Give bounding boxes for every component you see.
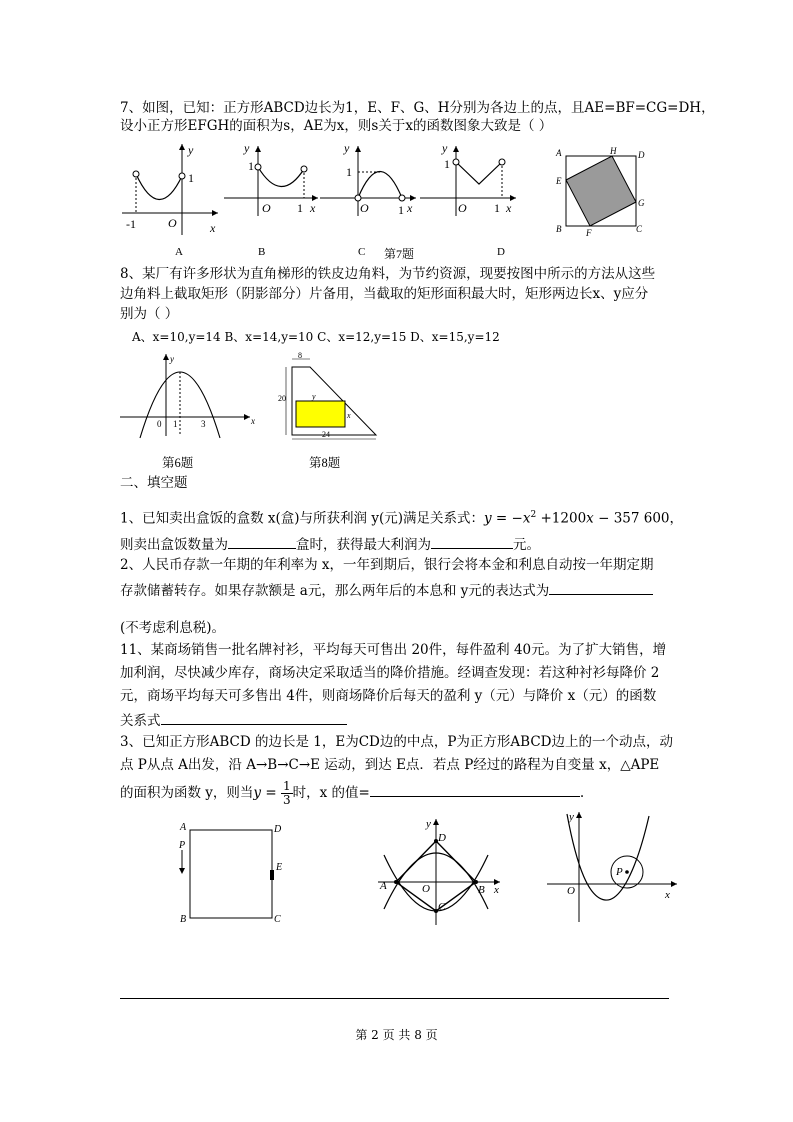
- f11-line4: [120, 710, 347, 730]
- f1-text-c: 元。: [513, 537, 540, 553]
- open-point: [179, 173, 185, 179]
- x-label: x: [210, 221, 216, 235]
- formula-y: y: [483, 510, 492, 527]
- q7-graph-c: [318, 140, 418, 220]
- open-point: [133, 171, 139, 177]
- shaded-rectangle: [296, 401, 345, 427]
- label-e: E: [556, 176, 562, 186]
- f1-line1: [120, 506, 683, 528]
- label-b: B: [180, 914, 187, 925]
- q7-caption: 第7题: [384, 247, 415, 261]
- shaded-square: [566, 156, 636, 226]
- x-label: x: [494, 884, 499, 896]
- f2-line3: (不考虑利息税)。: [120, 620, 226, 636]
- three-label: 3: [201, 419, 206, 429]
- label-c: C: [438, 901, 446, 913]
- q8-choices: A、x=10,y=14 B、x=14,y=10 C、x=12,y=15 D、x=15,y=12: [132, 330, 500, 344]
- q6-caption: 第6题: [162, 456, 194, 470]
- label-8: 8: [298, 351, 302, 360]
- answer-blank-3[interactable]: [549, 580, 653, 595]
- x-label: x: [407, 201, 413, 215]
- label-b: B: [556, 224, 562, 234]
- section-title: 二、填空题: [120, 475, 188, 491]
- label-g: G: [638, 198, 645, 208]
- label-c: C: [636, 224, 643, 234]
- one-label: 1: [494, 201, 500, 215]
- q7-square-figure: [552, 146, 648, 236]
- label-x: x: [347, 411, 351, 420]
- label-p: P: [616, 866, 623, 878]
- answer-blank-2[interactable]: [431, 534, 513, 549]
- answer-blank-1[interactable]: [228, 534, 296, 549]
- q7-line1: 7、如图，已知：正方形ABCD边长为1，E、F、G、H分别为各边上的点，且AE=BF=CG=DH，: [120, 100, 715, 116]
- label-d: D: [274, 824, 282, 835]
- origin-label: 0: [157, 419, 162, 429]
- x-label: x: [251, 416, 255, 426]
- f2-line2: [120, 580, 653, 600]
- option-a: A: [175, 246, 183, 258]
- q6-parabola-figure: [118, 350, 260, 442]
- x-label: x: [506, 201, 512, 215]
- label-c: C: [274, 914, 281, 925]
- f1-text-a: 则卖出盒饭数量为: [120, 537, 228, 553]
- x-label: x: [310, 201, 316, 215]
- formula-eq: = −: [491, 510, 523, 527]
- f3-line1: 3、已知正方形ABCD 的边长是 1，E为CD边的中点，P为正方形ABCD边上的一个动点，动: [120, 734, 673, 750]
- f11-line3: 元，商场平均每天可多售出 4件，则商场降价后每天的盈利 y（元）与降价 x（元）的函数: [120, 688, 657, 704]
- y-label: y: [569, 811, 574, 823]
- arrow-down-icon: [179, 868, 185, 874]
- frac-den: 3: [282, 793, 291, 807]
- f11-text: 关系式: [120, 713, 161, 729]
- one-label: 1: [173, 419, 178, 429]
- curves-figure: [376, 815, 506, 927]
- label-d: D: [438, 832, 446, 844]
- y-label: y: [426, 818, 431, 830]
- formula-sup: 2: [530, 510, 537, 520]
- f1-text: 1、已知卖出盒饭的盒数 x(盒)与所获利润 y(元)满足关系式：: [120, 510, 484, 527]
- f11-line2: 加利润，尽快减少库存，商场决定采取适当的降价措施。经调查发现：若这种衬衫每降价 2: [120, 665, 660, 681]
- option-b: B: [258, 246, 266, 258]
- y-label: y: [188, 143, 194, 157]
- formula-x: x: [522, 510, 531, 527]
- one-label: 1: [346, 165, 352, 179]
- q7-graph-b: [222, 140, 320, 220]
- frac-num: 1: [282, 779, 291, 793]
- label-20: 20: [278, 394, 286, 403]
- y-label: y: [442, 141, 448, 155]
- y-label: y: [244, 141, 250, 155]
- origin-label: O: [458, 201, 467, 215]
- f2-line1: 2、人民币存款一年期的年利率为 x，一年到期后，银行会将本金和利息自动按一年期定期: [120, 557, 654, 573]
- footer-rule: [120, 998, 669, 999]
- q8-trapezoid-figure: [278, 351, 384, 441]
- q8-line3: 别为（ ）: [120, 306, 179, 322]
- fraction: [281, 780, 293, 807]
- f3-text-b: 时，x 的值=: [292, 785, 370, 801]
- label-h: H: [610, 146, 617, 156]
- label-b: B: [478, 884, 485, 896]
- formula-end: − 357 600，: [593, 510, 684, 527]
- label-f: F: [586, 228, 592, 236]
- q8-line2: 边角料上截取矩形（阴影部分）片备用，当截取的矩形面积最大时，矩形两边长x、y应分: [120, 286, 649, 302]
- origin-label: O: [567, 885, 575, 897]
- y-label: y: [170, 354, 174, 364]
- q7-graph-d: [418, 140, 518, 220]
- formula-x2: x: [586, 510, 594, 527]
- f3-text-a: 的面积为函数 y，则当: [120, 785, 254, 801]
- parabola-circle-figure: [545, 808, 683, 926]
- one-label: 1: [444, 157, 450, 171]
- y-label: y: [344, 141, 350, 155]
- point-e-marker: [270, 870, 274, 880]
- f2-text: 存款储蓄转存。如果存款额是 a元，那么两年后的本息和 y元的表达式为: [120, 583, 550, 599]
- neg-one-label: -1: [126, 217, 136, 231]
- option-c: C: [358, 246, 366, 258]
- f3-text-c: .: [579, 785, 585, 801]
- q8-caption: 第8题: [309, 456, 341, 470]
- origin-label: O: [422, 883, 430, 895]
- f3-line3: [120, 780, 584, 807]
- answer-blank-5[interactable]: [370, 782, 580, 797]
- label-a: A: [556, 148, 562, 158]
- label-a: A: [180, 822, 187, 833]
- one-label: 1: [248, 159, 254, 173]
- q8-line1: 8、某厂有许多形状为直角梯形的铁皮边角料，为节约资源，现要按图中所示的方法从这些: [120, 266, 656, 282]
- f1-line2: [120, 534, 540, 554]
- label-p: P: [179, 840, 186, 851]
- one-label: 1: [297, 201, 303, 215]
- page-number: 第 2 页 共 8 页: [355, 1028, 438, 1042]
- label-d: D: [638, 150, 645, 160]
- origin-label: O: [262, 201, 271, 215]
- one-label: 1: [398, 203, 404, 217]
- q7-graph-a: [118, 140, 224, 238]
- f11-line1: 11、某商场销售一批名牌衬衫，平均每天可售出 20件，每件盈利 40元。为了扩大销售，增: [120, 642, 667, 658]
- label-a: A: [380, 880, 387, 892]
- option-d: D: [497, 246, 505, 258]
- answer-blank-4[interactable]: [161, 710, 347, 725]
- x-label: x: [665, 889, 670, 901]
- label-e: E: [276, 862, 283, 873]
- label-24: 24: [322, 430, 330, 439]
- formula-mid: +1200: [536, 510, 587, 527]
- square-path-figure: [170, 818, 290, 928]
- label-y: y: [312, 392, 316, 401]
- f1-text-b: 盒时，获得最大利润为: [296, 537, 431, 553]
- origin-label: O: [360, 201, 369, 215]
- f3-line2: 点 P从点 A出发，沿 A→B→C→E 运动，到达 E点．若点 P经过的路程为自变量 x，△APE: [120, 757, 660, 773]
- q7-line2: 设小正方形EFGH的面积为s，AE为x，则s关于x的函数图象大致是（ ）: [120, 118, 553, 134]
- f3-y: y: [253, 785, 262, 801]
- f3-eq: =: [261, 785, 281, 801]
- one-label: 1: [188, 171, 194, 185]
- origin-label: O: [168, 216, 177, 230]
- curve: [136, 174, 182, 200]
